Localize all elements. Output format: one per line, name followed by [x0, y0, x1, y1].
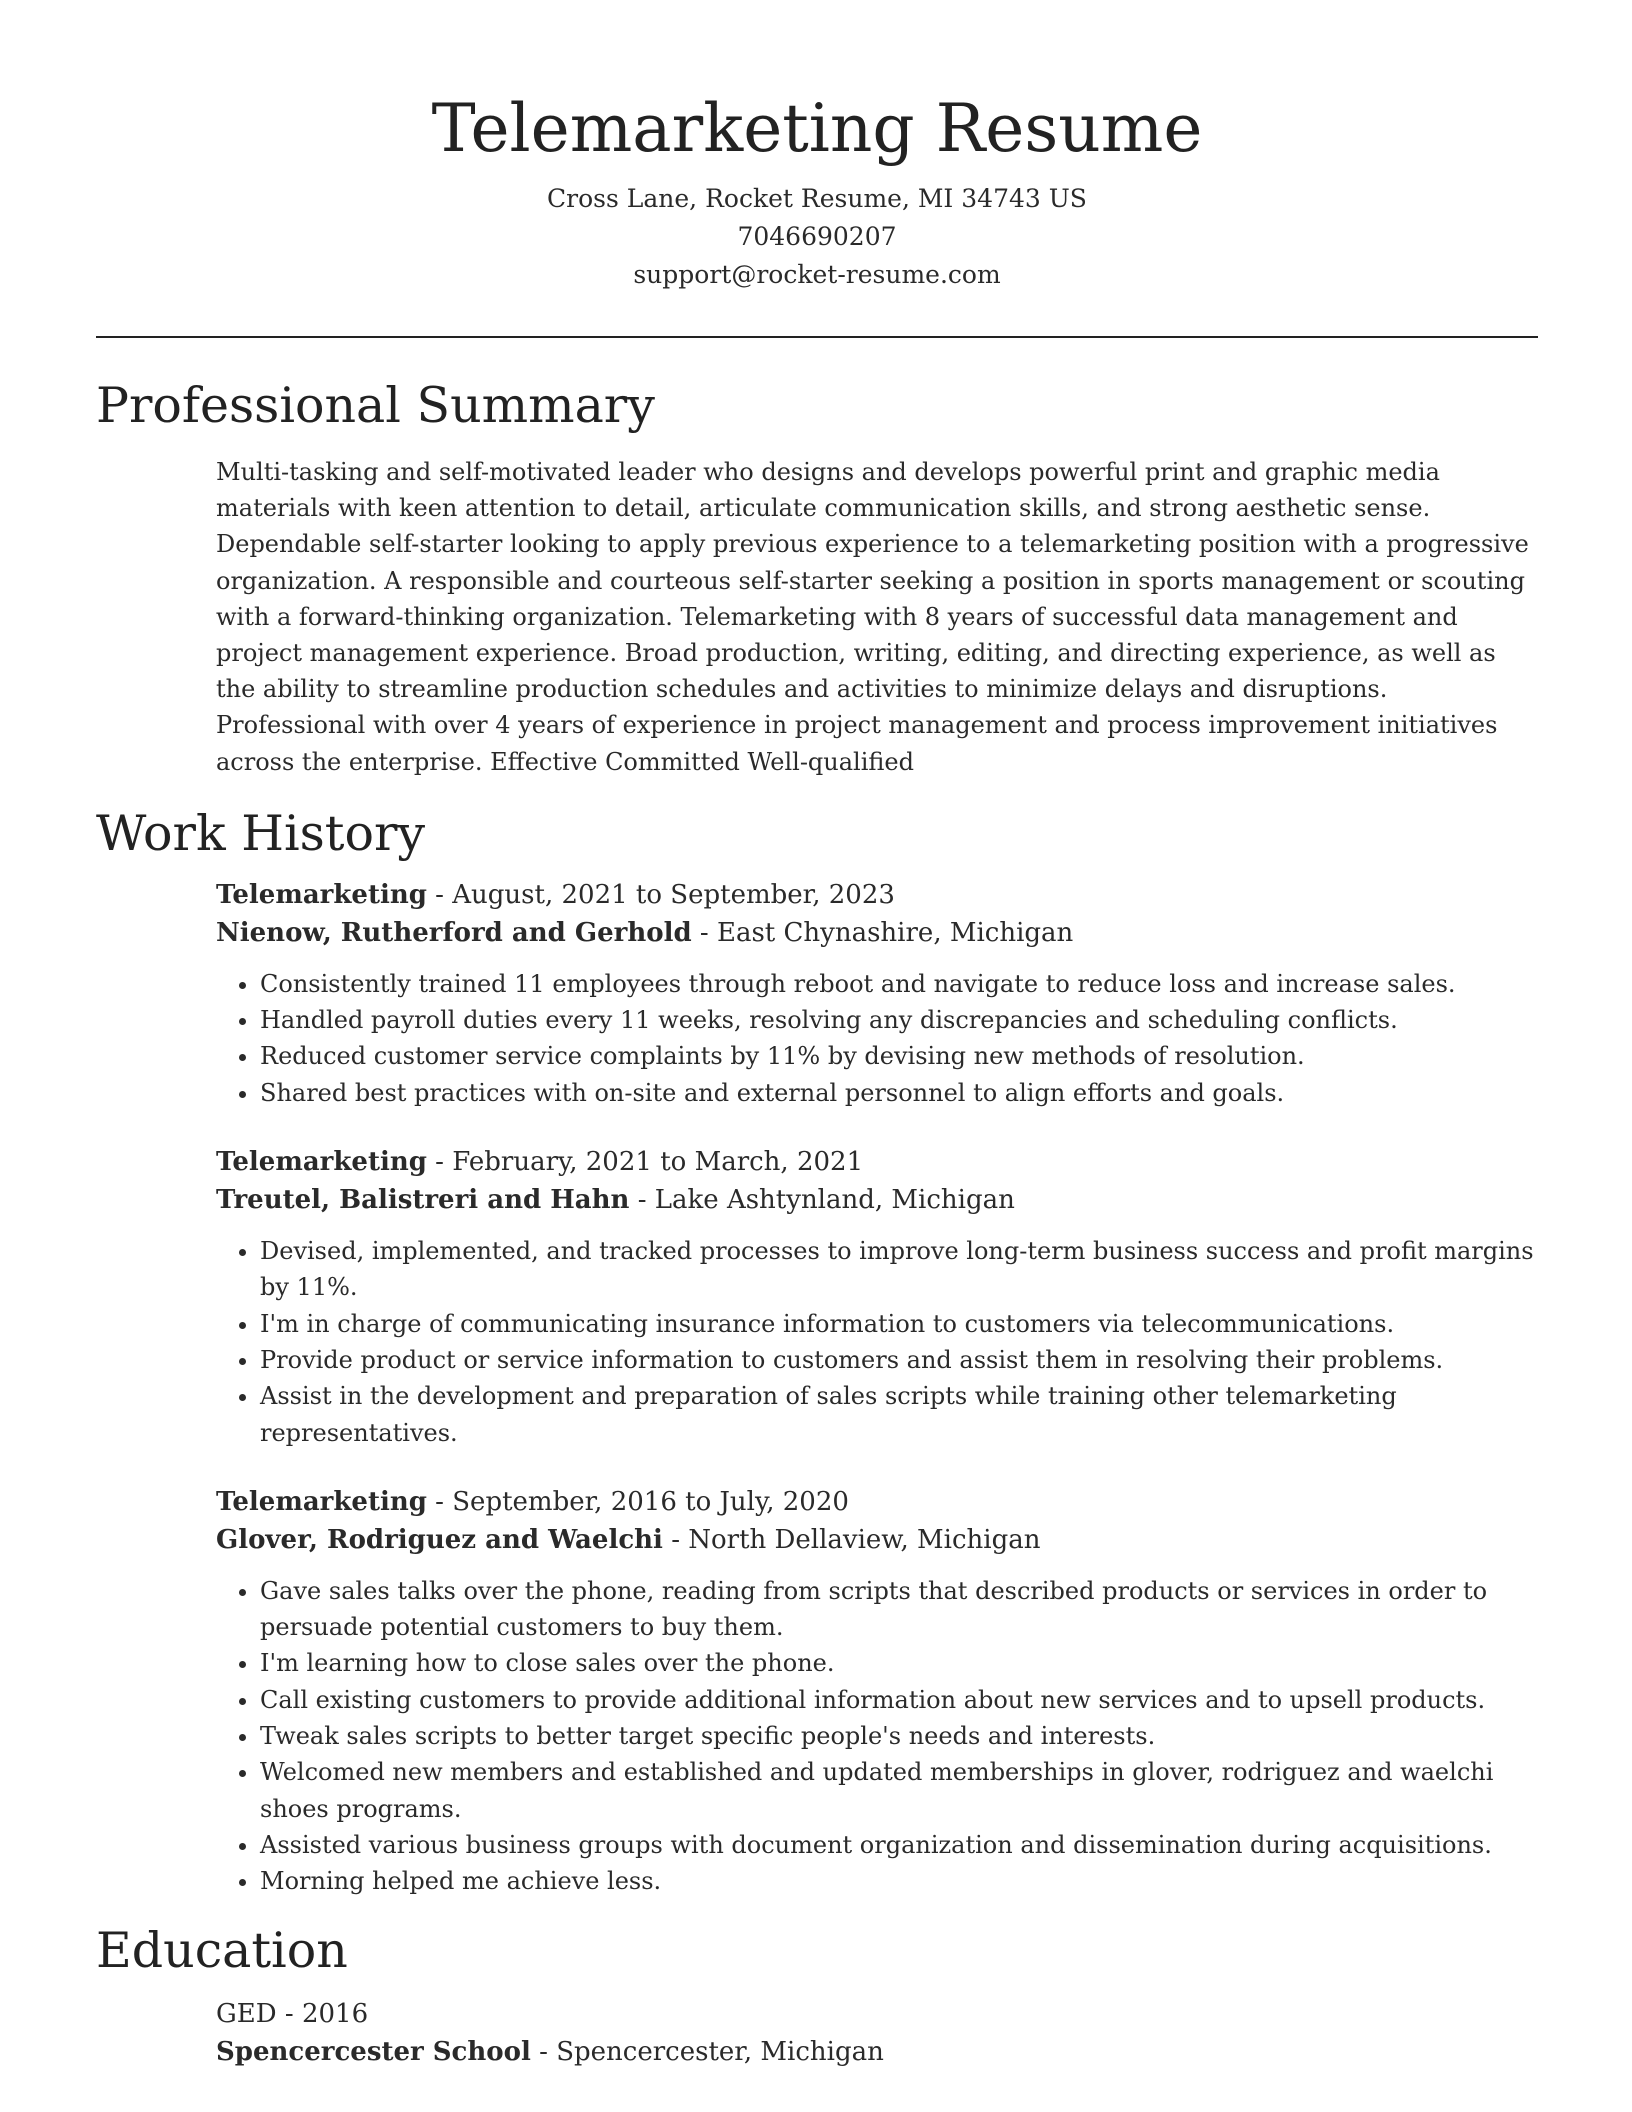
job-title: Telemarketing [216, 1147, 427, 1178]
job-bullet: • Tweak sales scripts to better target specific people's needs and interests. [260, 1718, 1538, 1754]
job-bullet: • I'm learning how to close sales over the phone. [260, 1645, 1538, 1681]
contact-block [96, 180, 1538, 294]
job-bullet: • I'm in charge of communicating insurance information to customers via telecommunications. [260, 1306, 1538, 1342]
job-title-line [216, 1483, 1538, 1521]
education-year: 2016 [301, 1999, 369, 2030]
separator: - [629, 1185, 655, 1216]
job-bullet: • Shared best practices with on-site and external personnel to align efforts and goals. [260, 1075, 1538, 1111]
separator: - [426, 1486, 453, 1517]
education-school: Spencercester School [216, 2037, 531, 2068]
job-dates: August, 2021 to September, 2023 [452, 879, 895, 910]
job-bullet: • Gave sales talks over the phone, reading from scripts that described products or services in order to persuade potential customers to buy them. [260, 1573, 1538, 1646]
job-bullet: • Reduced customer service complaints by 11% by devising new methods of resolution. [260, 1038, 1538, 1074]
job-company: Nienow, Rutherford and Gerhold [216, 917, 692, 948]
job-dates: February, 2021 to March, 2021 [452, 1147, 864, 1178]
job-bullets [216, 966, 1538, 1111]
separator: - [426, 1147, 453, 1178]
contact-email: support@rocket-resume.com [633, 260, 1001, 289]
job-bullet: • Provide product or service information to customers and assist them in resolving their problems. [260, 1342, 1538, 1378]
job-bullets [216, 1233, 1538, 1451]
job-entry-2 [216, 1143, 1538, 1451]
education-degree-line [216, 1995, 1538, 2033]
job-bullet: • Assist in the development and preparation of sales scripts while training other telemarketing representatives. [260, 1378, 1538, 1451]
resume-page [96, 0, 1538, 2071]
contact-phone: 7046690207 [737, 222, 897, 251]
job-title-line [216, 1143, 1538, 1181]
job-title: Telemarketing [216, 879, 427, 910]
work-history-heading: Work History [96, 804, 426, 862]
summary-heading: Professional Summary [96, 377, 655, 434]
separator: - [276, 1999, 302, 2030]
education-school-line [216, 2033, 1538, 2071]
job-bullet: • Assisted various business groups with document organization and dissemination during acquisitions. [260, 1827, 1538, 1863]
separator: - [691, 917, 717, 948]
separator: - [426, 879, 453, 910]
job-bullet: • Devised, implemented, and tracked processes to improve long-term business success and profit margins by 11%. [260, 1233, 1538, 1306]
job-bullet: • Welcomed new members and established and updated memberships in glover, rodriguez and waelchi shoes programs. [260, 1754, 1538, 1827]
job-dates: September, 2016 to July, 2020 [452, 1486, 849, 1517]
job-title-line [216, 876, 1538, 914]
education-degree: GED [216, 1999, 277, 2030]
job-title: Telemarketing [216, 1486, 427, 1517]
job-company-line [216, 914, 1538, 952]
job-location: Lake Ashtynland, Michigan [654, 1185, 1015, 1216]
separator: - [662, 1524, 689, 1555]
summary-text: Multi-tasking and self-motivated leader who designs and develops powerful print and graphic media materials with keen attention to detail, articulate communication skills, and strong aesthetic sense. Dependable self-starter looking to apply previous experience to a telemarketing position with a progressive organization. A responsible and courteous self-starter seeking a position in sports management or scouting with a forward-thinking organization. Telemarketing with 8 years of successful data management and project management experience. Broad production, writing, editing, and directing experience, as well as the ability to streamline production schedules and activities to minimize delays and disruptions. Professional with over 4 years of experience in project management and process improvement initiatives across the enterprise. Effective Committed Well-qualified [216, 458, 1529, 776]
job-bullet: • Call existing customers to provide additional information about new services and to upsell products. [260, 1682, 1538, 1718]
job-company-line [216, 1181, 1538, 1219]
education-location: Spencercester, Michigan [556, 2037, 884, 2068]
education-heading: Education [96, 1922, 348, 1980]
job-bullet: • Handled payroll duties every 11 weeks, resolving any discrepancies and scheduling conflicts. [260, 1002, 1538, 1038]
education-entry [216, 1995, 1538, 2071]
job-entry-3 [216, 1483, 1538, 1900]
job-entry-1 [216, 876, 1538, 1111]
job-location: East Chynashire, Michigan [716, 917, 1074, 948]
separator: - [530, 2037, 557, 2068]
resume-title: Telemarketing Resume [431, 90, 1203, 167]
job-location: North Dellaview, Michigan [688, 1524, 1041, 1555]
job-company: Treutel, Balistreri and Hahn [216, 1185, 630, 1216]
job-company: Glover, Rodriguez and Waelchi [216, 1524, 663, 1555]
job-bullets [216, 1573, 1538, 1900]
job-bullet: • Consistently trained 11 employees through reboot and navigate to reduce loss and increase sales. [260, 966, 1538, 1002]
job-bullet: • Morning helped me achieve less. [260, 1863, 1538, 1899]
job-company-line [216, 1521, 1538, 1559]
header-divider [96, 336, 1538, 338]
contact-address: Cross Lane, Rocket Resume, MI 34743 US [547, 184, 1087, 213]
